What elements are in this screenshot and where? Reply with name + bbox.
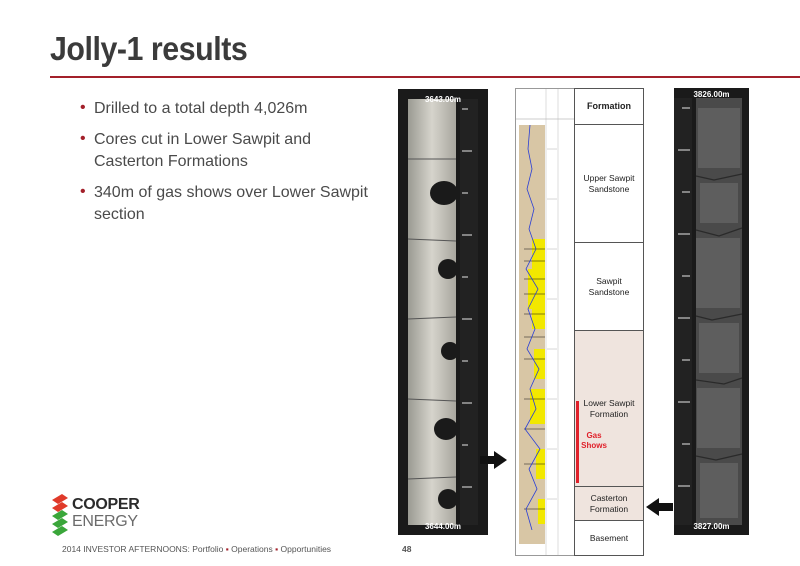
bullet-list — [80, 98, 380, 235]
bullet-item — [80, 129, 380, 173]
core-photo-right — [674, 88, 749, 535]
gas-shows-label: Gas Shows — [581, 431, 607, 450]
bullet-dot-icon: • — [80, 99, 86, 116]
core-right-top-depth: 3826.00m — [693, 90, 730, 99]
logo-text-line2: ENERGY — [72, 513, 138, 530]
footer-part3: Opportunities — [280, 544, 332, 554]
slide-title: Jolly-1 results — [50, 30, 248, 67]
bullet-dot-icon: • — [80, 183, 86, 200]
bullet-item — [80, 182, 380, 226]
bullet-item — [80, 98, 380, 120]
bullet-text: 340m of gas shows over Lower Sawpit section — [94, 184, 368, 223]
well-log-strip — [515, 88, 575, 556]
logo-mark-icon — [50, 494, 70, 536]
footer-separator: ▪ — [272, 544, 281, 554]
page-number: 48 — [402, 544, 412, 554]
cooper-energy-logo — [50, 494, 150, 536]
bullet-text: Cores cut in Lower Sawpit and Casterton Formations — [94, 131, 311, 170]
core-left-top-depth: 3643.00m — [424, 95, 462, 104]
logo-text-line1: COOPER — [72, 496, 140, 513]
formation-casterton: Casterton Formation — [575, 487, 643, 521]
formation-basement: Basement — [589, 532, 629, 543]
formation-column — [574, 88, 644, 556]
well-log-image — [516, 89, 575, 556]
bullet-dot-icon: • — [80, 130, 86, 147]
core-photo-left — [398, 89, 488, 535]
core-photo-left-image — [398, 89, 488, 535]
footer-text — [62, 544, 331, 554]
arrow-right-icon — [480, 451, 508, 469]
footer-separator: ▪ — [223, 544, 232, 554]
core-right-bottom-depth: 3827.00m — [693, 522, 730, 531]
formation-upper-sawpit: Upper Sawpit Sandstone — [575, 125, 643, 243]
bullet-text: Drilled to a total depth 4,026m — [94, 100, 308, 117]
arrow-left-icon — [646, 498, 674, 516]
core-photo-right-image — [674, 88, 749, 535]
formation-lower-sawpit: Lower Sawpit Formation — [575, 331, 643, 487]
formation-header: Formation — [575, 89, 643, 125]
footer-part1: 2014 INVESTOR AFTERNOONS: Portfolio — [62, 544, 224, 554]
footer-part2: Operations — [231, 544, 273, 554]
core-left-bottom-depth: 3644.00m — [424, 522, 462, 531]
formation-sawpit: Sawpit Sandstone — [575, 243, 643, 331]
title-divider — [50, 76, 800, 78]
